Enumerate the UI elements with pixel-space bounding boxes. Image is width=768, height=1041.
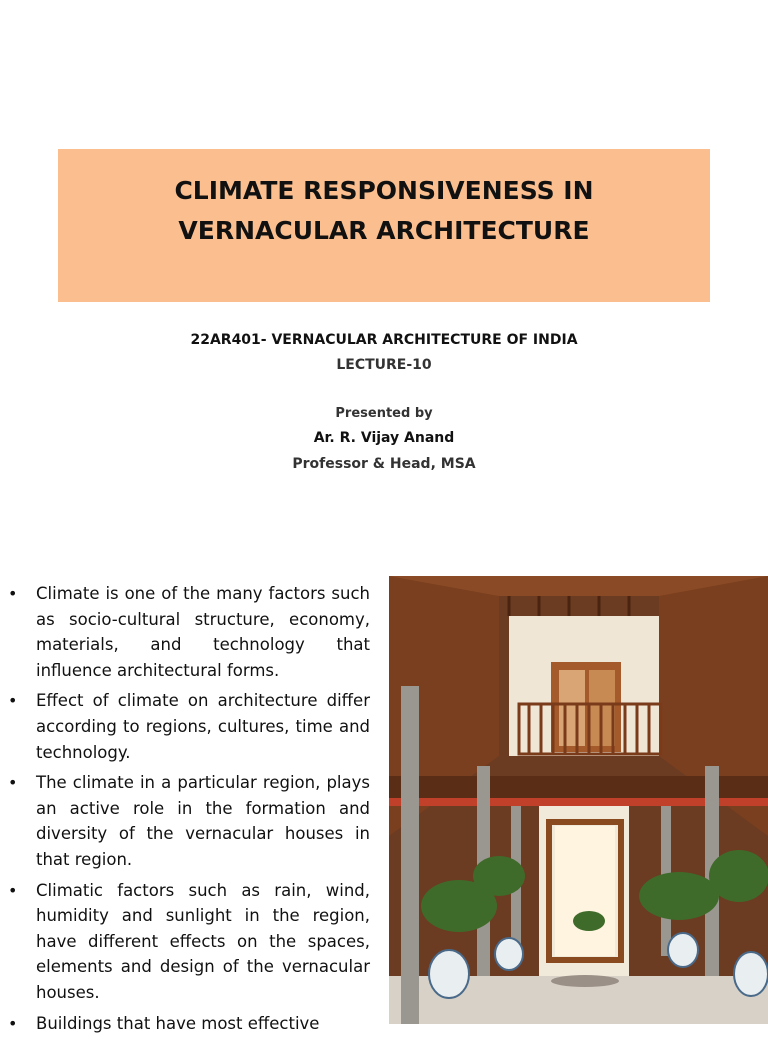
course-code: 22AR401- VERNACULAR ARCHITECTURE OF INDIA: [190, 332, 578, 348]
bullet-text: Climatic factors such as rain, wind, humidity and sunlight in the region, have different effects on the spaces, elements and design of the vernacular houses.: [36, 880, 370, 1002]
presenter-name: Ar. R. Vijay Anand: [313, 430, 455, 446]
bullet-item: [8, 878, 370, 1006]
bullet-item: [8, 1011, 370, 1037]
bullet-text: Effect of climate on architecture differ according to regions, cultures, time and technology.: [36, 691, 370, 762]
bullet-text: The climate in a particular region, plays an active role in the formation and diversity of the vernacular houses in that region.: [36, 773, 370, 869]
bullet-dot: •: [8, 691, 18, 711]
bullet-item: [8, 581, 370, 683]
bullet-text: Buildings that have most effective: [36, 1013, 320, 1033]
presenter-role: Professor & Head, MSA: [292, 456, 476, 472]
bullet-dot: •: [8, 1013, 18, 1033]
title-box: [58, 149, 710, 302]
courtyard-illustration: [389, 576, 768, 1024]
presented-by: Presented by: [335, 406, 433, 421]
bullet-list: [8, 581, 370, 1041]
bullet-dot: •: [8, 584, 18, 603]
bullet-item: [8, 688, 370, 765]
courtyard-photo: [389, 576, 768, 1024]
title-line-2: VERNACULAR ARCHITECTURE: [178, 216, 590, 245]
lecture-number: LECTURE-10: [336, 357, 432, 373]
bullet-text: Climate is one of the many factors such as socio-cultural structure, economy, materials, and technology that influence architectural forms.: [36, 584, 370, 680]
bullet-dot: •: [8, 880, 18, 900]
slide-title: [58, 171, 710, 251]
bullet-dot: •: [8, 773, 18, 793]
bullet-item: [8, 770, 370, 872]
title-line-1: CLIMATE RESPONSIVENESS IN: [174, 176, 594, 205]
